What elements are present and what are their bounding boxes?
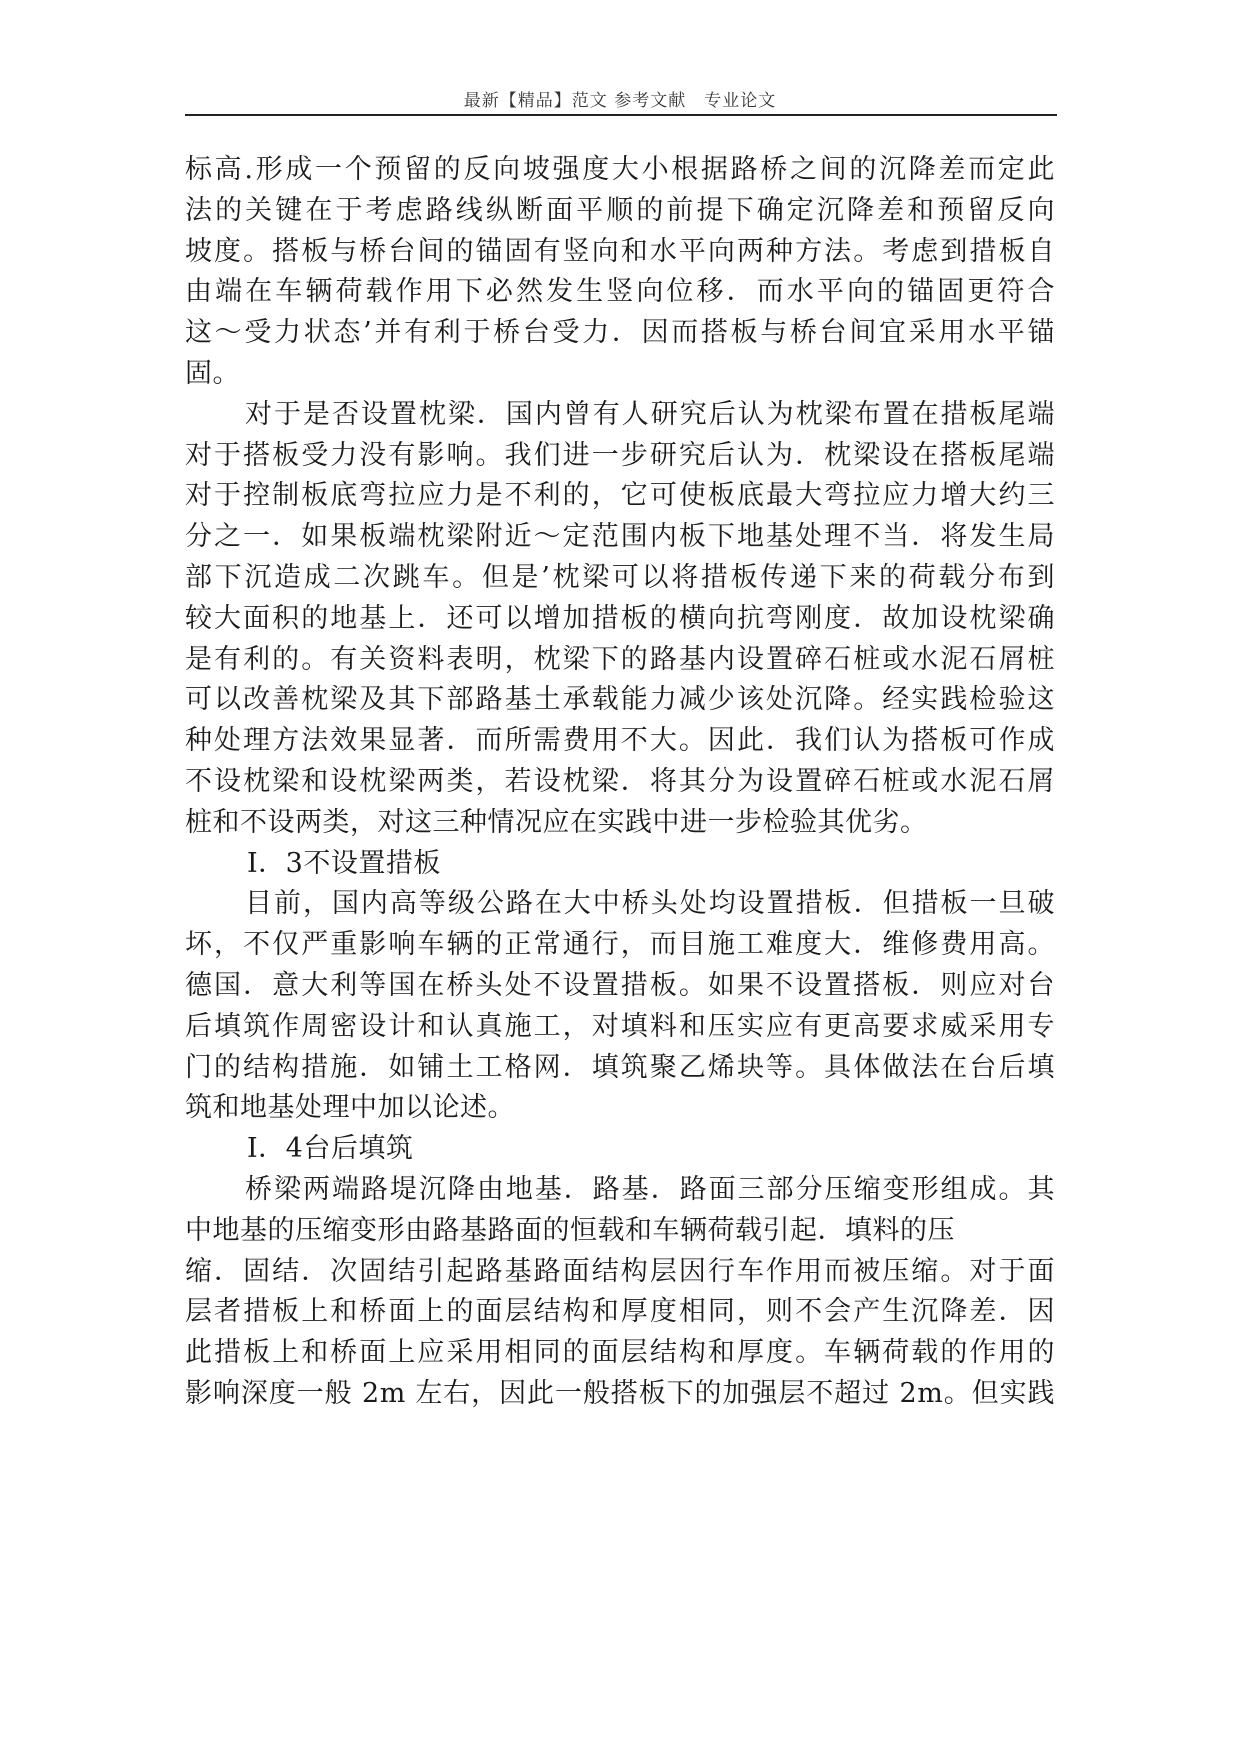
body-line: 分之一．如果板端枕梁附近～定范围内板下地基处理不当．将发生局 bbox=[185, 521, 1055, 553]
page-header: 最新【精品】范文 参考文献 专业论文 bbox=[463, 91, 777, 111]
document-body bbox=[185, 150, 1055, 1415]
paragraph-start-line: 桥梁两端路堤沉降由地基．路基．路面三部分压缩变形组成。其 bbox=[245, 1173, 1055, 1205]
body-line: 层者措板上和桥面上的面层结构和厚度相同，则不会产生沉降差．因 bbox=[185, 1296, 1055, 1328]
body-line: 坡度。搭板与桥台间的锚固有竖向和水平向两种方法。考虑到措板自 bbox=[185, 235, 1055, 267]
body-line: 较大面积的地基上．还可以增加措板的横向抗弯刚度．故加设枕梁确 bbox=[185, 602, 1055, 634]
body-line: 由端在车辆荷载作用下必然发生竖向位移．而水平向的锚固更符合 bbox=[185, 276, 1055, 308]
body-line: 此措板上和桥面上应采用相同的面层结构和厚度。车辆荷载的作用的 bbox=[185, 1337, 1055, 1369]
body-line: 筑和地基处理中加以论述。 bbox=[185, 1092, 515, 1124]
body-line: 德国．意大利等国在桥头处不设置措板。如果不设置搭板．则应对台 bbox=[185, 969, 1055, 1001]
paragraph-start-line: 目前，国内高等级公路在大中桥头处均设置措板．但措板一旦破 bbox=[245, 888, 1055, 920]
body-line: 坏，不仅严重影响车辆的正常通行，而目施工难度大．维修费用高。 bbox=[185, 929, 1055, 961]
body-line: 固。 bbox=[185, 357, 240, 389]
body-line: 标高.形成一个预留的反向坡强度大小根据路桥之间的沉降差而定此 bbox=[185, 154, 1055, 185]
body-line: 种处理方法效果显著．而所需费用不大。因此．我们认为搭板可作成 bbox=[185, 725, 1055, 757]
body-line: 后填筑作周密设计和认真施工，对填料和压实应有更高要求威采用专 bbox=[185, 1010, 1055, 1042]
body-line: 缩．固结．次固结引起路基路面结构层因行车作用而被压缩。对于面 bbox=[185, 1255, 1055, 1287]
body-line: 对于控制板底弯拉应力是不利的，它可使板底最大弯拉应力增大约三 bbox=[185, 480, 1055, 512]
body-line: 对于搭板受力没有影响。我们进一步研究后认为．枕梁设在搭板尾端 bbox=[185, 439, 1055, 471]
body-line: 部下沉造成二次跳车。但是’枕梁可以将措板传递下来的荷载分布到 bbox=[185, 561, 1055, 593]
body-line: 可以改善枕梁及其下部路基土承载能力减少该处沉降。经实践检验这 bbox=[185, 684, 1055, 716]
paragraph-start-line: 对于是否设置枕梁．国内曾有人研究后认为枕梁布置在措板尾端 bbox=[245, 398, 1055, 430]
body-line: 桩和不设两类，对这三种情况应在实践中进一步检验其优劣。 bbox=[185, 806, 928, 838]
section-heading: I．3不设置措板 bbox=[247, 847, 441, 879]
body-line: 门的结构措施．如铺土工格网．填筑聚乙烯块等。具体做法在台后填 bbox=[185, 1051, 1055, 1083]
header-divider bbox=[185, 114, 1057, 116]
body-line: 中地基的压缩变形由路基路面的恒载和车辆荷载引起．填料的压 bbox=[185, 1214, 955, 1246]
section-heading: I．4台后填筑 bbox=[247, 1133, 414, 1165]
body-line: 法的关键在于考虑路线纵断面平顺的前提下确定沉降差和预留反向 bbox=[185, 194, 1055, 226]
body-line: 是有利的。有关资料表明，枕梁下的路基内设置碎石桩或水泥石屑桩 bbox=[185, 643, 1055, 675]
body-line: 影响深度一般 2m 左右，因此一般搭板下的加强层不超过 2m。但实践 bbox=[185, 1377, 1055, 1409]
body-line: 这～受力状态’并有利于桥台受力．因而搭板与桥台间宜采用水平锚 bbox=[185, 317, 1055, 349]
body-line: 不设枕梁和设枕梁两类，若设枕梁．将其分为设置碎石桩或水泥石屑 bbox=[185, 765, 1055, 797]
